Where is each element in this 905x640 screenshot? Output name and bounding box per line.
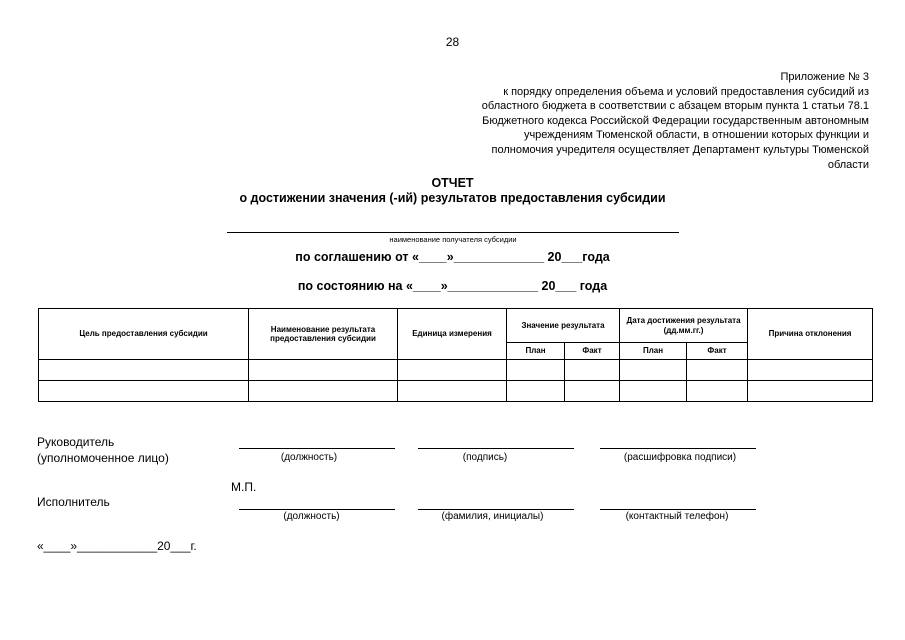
- report-title: [0, 176, 905, 206]
- head-decoding-caption: (расшифровка подписи): [623, 452, 737, 463]
- executor-name-caption: (фамилия, инициалы): [441, 511, 544, 522]
- executor-position-line: [239, 509, 395, 510]
- appendix-line: полномочия учредителя осуществляет Департамент культуры Тюменской: [491, 143, 869, 156]
- head-label-line1: Руководитель: [37, 435, 115, 449]
- head-position-caption: (должность): [280, 452, 338, 463]
- header-achievement-date: Дата достижения результата (дд.мм.гг.): [620, 309, 748, 343]
- appendix-line: Приложение № 3: [780, 71, 869, 83]
- recipient-caption: наименование получателя субсидии: [389, 235, 517, 244]
- as-of-line: по состоянию на «____»_____________ 20___ года: [297, 279, 608, 293]
- header-result-value: Значение результата: [507, 309, 620, 343]
- stamp-label: М.П.: [231, 480, 257, 494]
- recipient-name-line: [227, 232, 679, 233]
- appendix-line: области: [827, 158, 869, 171]
- head-label-line2: (уполномоченное лицо): [37, 451, 169, 465]
- header-date-fact: Факт: [687, 343, 748, 360]
- executor-name-line: [418, 509, 574, 510]
- appendix-note: [429, 70, 869, 172]
- table-row: [39, 360, 873, 381]
- executor-position-caption: (должность): [283, 511, 340, 522]
- appendix-line: Бюджетного кодекса Российской Федерации государственным автономным: [482, 114, 869, 127]
- head-label: [37, 434, 169, 466]
- header-goal: Цель предоставления субсидии: [39, 309, 249, 360]
- header-unit: Единица измерения: [398, 309, 507, 360]
- header-value-fact: Факт: [565, 343, 620, 360]
- report-title-line1: ОТЧЕТ: [431, 176, 474, 190]
- header-date-plan: План: [620, 343, 687, 360]
- executor-phone-caption: (контактный телефон): [625, 511, 729, 522]
- agreement-line: по соглашению от «____»_____________ 20___года: [295, 250, 610, 264]
- header-deviation-reason: Причина отклонения: [748, 309, 873, 360]
- executor-label: Исполнитель: [37, 495, 110, 509]
- head-signature-line: [418, 448, 574, 449]
- table-row: [39, 381, 873, 402]
- header-result-name: Наименование результата предоставления субсидии: [249, 309, 398, 360]
- report-title-line2: о достижении значения (-ий) результатов предоставления субсидии: [239, 191, 666, 205]
- head-signature-caption: (подпись): [462, 452, 508, 463]
- appendix-line: к порядку определения объема и условий предоставления субсидий из: [503, 85, 869, 98]
- executor-phone-line: [600, 509, 756, 510]
- header-value-plan: План: [507, 343, 565, 360]
- appendix-line: областного бюджета в соответствии с абзацем вторым пункта 1 статьи 78.1: [481, 100, 869, 113]
- page-number: 28: [445, 35, 460, 49]
- appendix-line: учреждениям Тюменской области, в отношении которых функции и: [523, 129, 869, 142]
- head-decoding-line: [600, 448, 756, 449]
- results-table: [38, 308, 873, 402]
- head-position-line: [239, 448, 395, 449]
- date-line: «____»____________20___г.: [37, 539, 197, 553]
